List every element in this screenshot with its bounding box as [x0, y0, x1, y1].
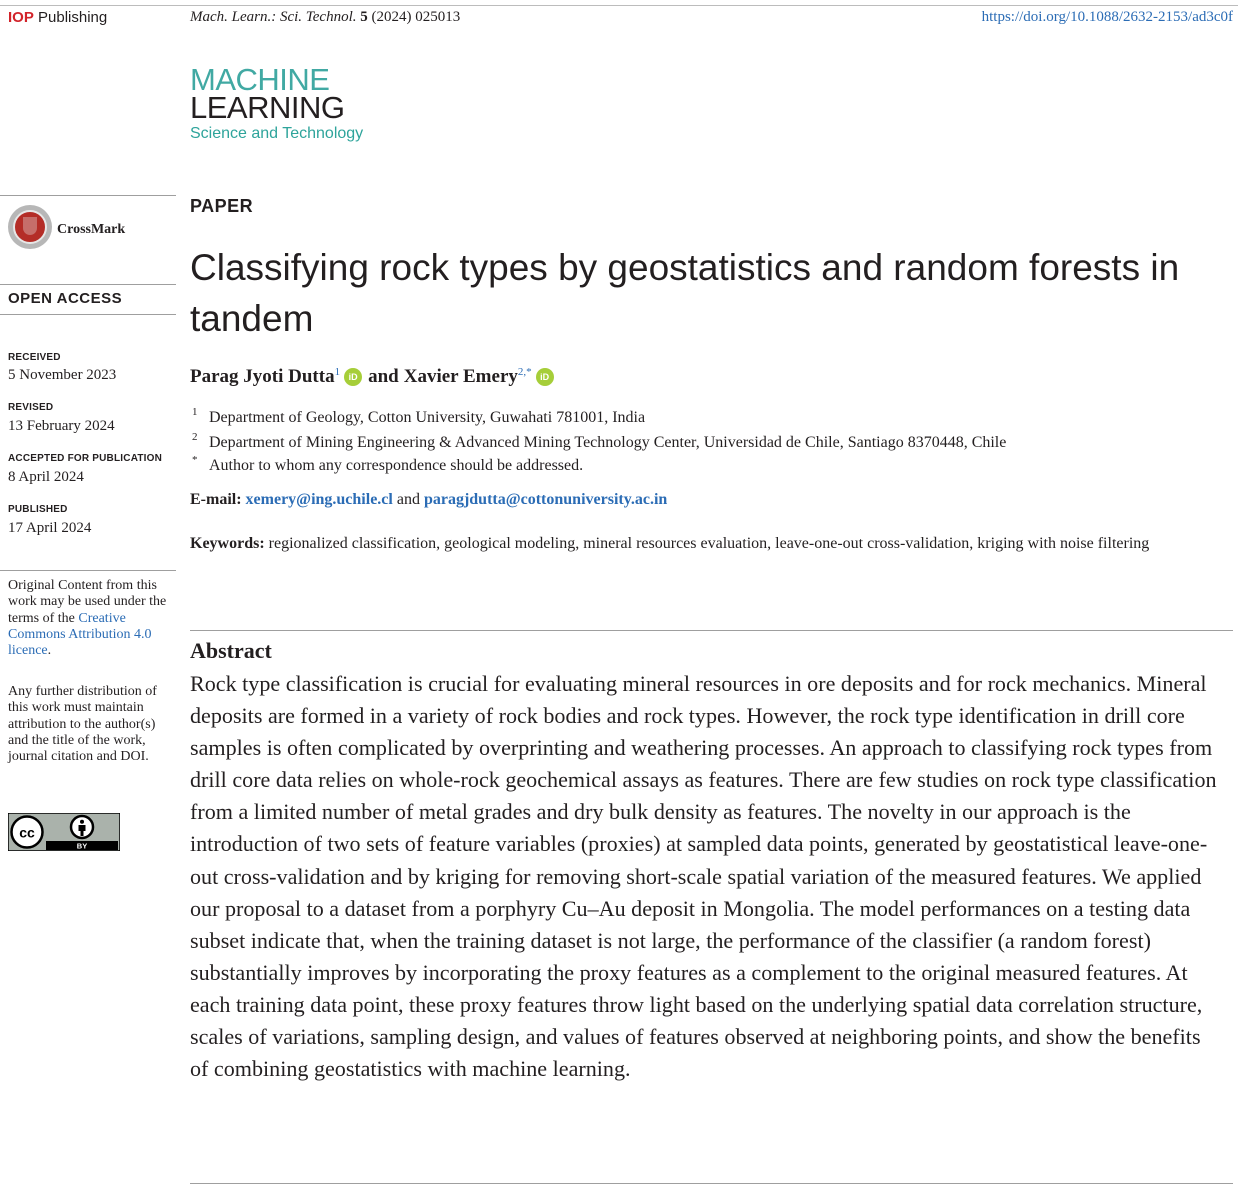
open-access-label: OPEN ACCESS — [8, 290, 123, 307]
published-label: PUBLISHED — [8, 504, 68, 515]
publisher-word: Publishing — [38, 9, 108, 26]
orcid-icon[interactable]: iD — [536, 368, 554, 386]
journal-logo — [190, 62, 364, 144]
affiliation-mark: * — [192, 454, 198, 466]
revised-date: 13 February 2024 — [8, 418, 115, 434]
author-connector: and — [368, 366, 399, 387]
abstract-rule-top — [190, 630, 1233, 631]
journal-citation — [190, 9, 460, 26]
publisher-brand: IOP — [8, 9, 34, 26]
accepted-label: ACCEPTED FOR PUBLICATION — [8, 453, 163, 464]
abstract-heading: Abstract — [190, 638, 272, 663]
sidebar-rule-oa-bottom — [0, 314, 176, 315]
journal-logo-line1: MACHINE — [190, 62, 330, 97]
license-notice — [8, 578, 176, 659]
keywords-block — [190, 532, 1190, 556]
license-link[interactable]: Creative Commons Attribution 4.0 licence — [8, 610, 152, 659]
email-link[interactable]: paragjdutta@cottonuniversity.ac.in — [423, 491, 668, 508]
journal-year-article: (2024) 025013 — [371, 9, 461, 25]
author-affiliation-mark: 2,* — [517, 366, 532, 378]
publisher-logo[interactable] — [8, 9, 107, 26]
journal-logo-line2: LEARNING — [190, 90, 345, 125]
journal-volume: 5 — [360, 9, 368, 25]
cc-badge-cc-text: cc — [19, 824, 35, 841]
affiliation-mark: 2 — [192, 431, 198, 443]
affiliation-text: Department of Geology, Cotton University, Guwahati 781001, India — [209, 409, 646, 426]
affiliation-text: Author to whom any correspondence should be addressed. — [209, 457, 584, 474]
email-line — [190, 491, 667, 509]
abstract-rule-bottom — [190, 1183, 1233, 1184]
affiliation-mark: 1 — [192, 406, 198, 418]
abstract-text: Rock type classification is crucial for evaluating mineral resources in ore deposits and for rock mechanics. Mineral deposits are formed in a variety of rock bodies and rock types. However, the rock type identification in drill core samples is often complicated by overprinting and weathering processes. An approach to classifying rock types from drill core data relies on whole-rock geochemical assays as features. There are few studies on rock type classification from a limited number of metal grades and dry bulk density as features. The novelty in our approach is the introduction of two sets of feature variables (proxies) at sampled data points, generated by geostatistical leave-one-out cross-validation and by kriging for removing short-scale spatial variation of the measured features. We applied our proposal to a dataset from a porphyry Cu–Au deposit in Mongolia. The model performances on a testing data subset indicate that, when the training dataset is not large, the performance of the classifier (a random forest) substantially improves by incorporating the proxy features as a complement to the original measured features. At each training data point, these proxy features throw light based on the underlying spatial data correlation structure, scales of variations, sampling design, and values of features observed at neighboring points, and show the benefits of combining geostatistics with machine learning. — [190, 671, 1217, 1082]
crossmark-icon — [8, 205, 52, 249]
sidebar-rule-oa — [0, 284, 176, 285]
sidebar-rule-license — [0, 570, 176, 571]
revised-label: REVISED — [8, 402, 54, 413]
crossmark-badge[interactable] — [8, 205, 125, 249]
received-date: 5 November 2023 — [8, 367, 117, 383]
further-distribution-notice: Any further distribution of this work must maintain attribution to the author(s) and the title of the work, journal citation and DOI. — [8, 684, 157, 765]
license-text: Original Content from this work may be used under the terms of the — [8, 578, 167, 626]
author-name[interactable]: Parag Jyoti Dutta — [190, 366, 335, 387]
journal-abbrev: Mach. Learn.: Sci. Technol. — [190, 9, 357, 25]
received-label: RECEIVED — [8, 352, 61, 363]
section-label: PAPER — [190, 196, 254, 216]
cc-badge-by-text: BY — [76, 841, 88, 851]
article-title: Classifying rock types by geostatistics and random forests in tandem — [190, 247, 1180, 339]
sidebar-rule-top — [0, 195, 176, 196]
keywords-text: regionalized classification, geological modeling, mineral resources evaluation, leave-one-out cross-validation, kriging with noise filtering — [268, 535, 1150, 552]
email-link[interactable]: xemery@ing.uchile.cl — [245, 491, 393, 508]
journal-logo-line3: Science and Technology — [190, 125, 364, 142]
accepted-date: 8 April 2024 — [8, 469, 84, 485]
affiliation-text: Department of Mining Engineering & Advanced Mining Technology Center, Universidad de Chile, Santiago 8370448, Chile — [209, 434, 1007, 451]
published-date: 17 April 2024 — [8, 520, 92, 536]
cc-by-license-icon[interactable] — [8, 813, 120, 851]
author-list — [190, 366, 560, 388]
author-affiliation-mark: 1 — [334, 366, 341, 378]
keywords-label: Keywords: — [190, 535, 265, 552]
header-rule — [0, 5, 1238, 6]
email-joiner: and — [396, 491, 420, 508]
orcid-icon[interactable]: iD — [344, 368, 362, 386]
license-period: . — [47, 643, 52, 659]
author-name[interactable]: Xavier Emery — [403, 366, 518, 387]
crossmark-label: CrossMark — [57, 222, 126, 237]
email-label: E-mail: — [190, 491, 242, 508]
doi-link[interactable]: https://doi.org/10.1088/2632-2153/ad3c0f — [981, 9, 1233, 25]
